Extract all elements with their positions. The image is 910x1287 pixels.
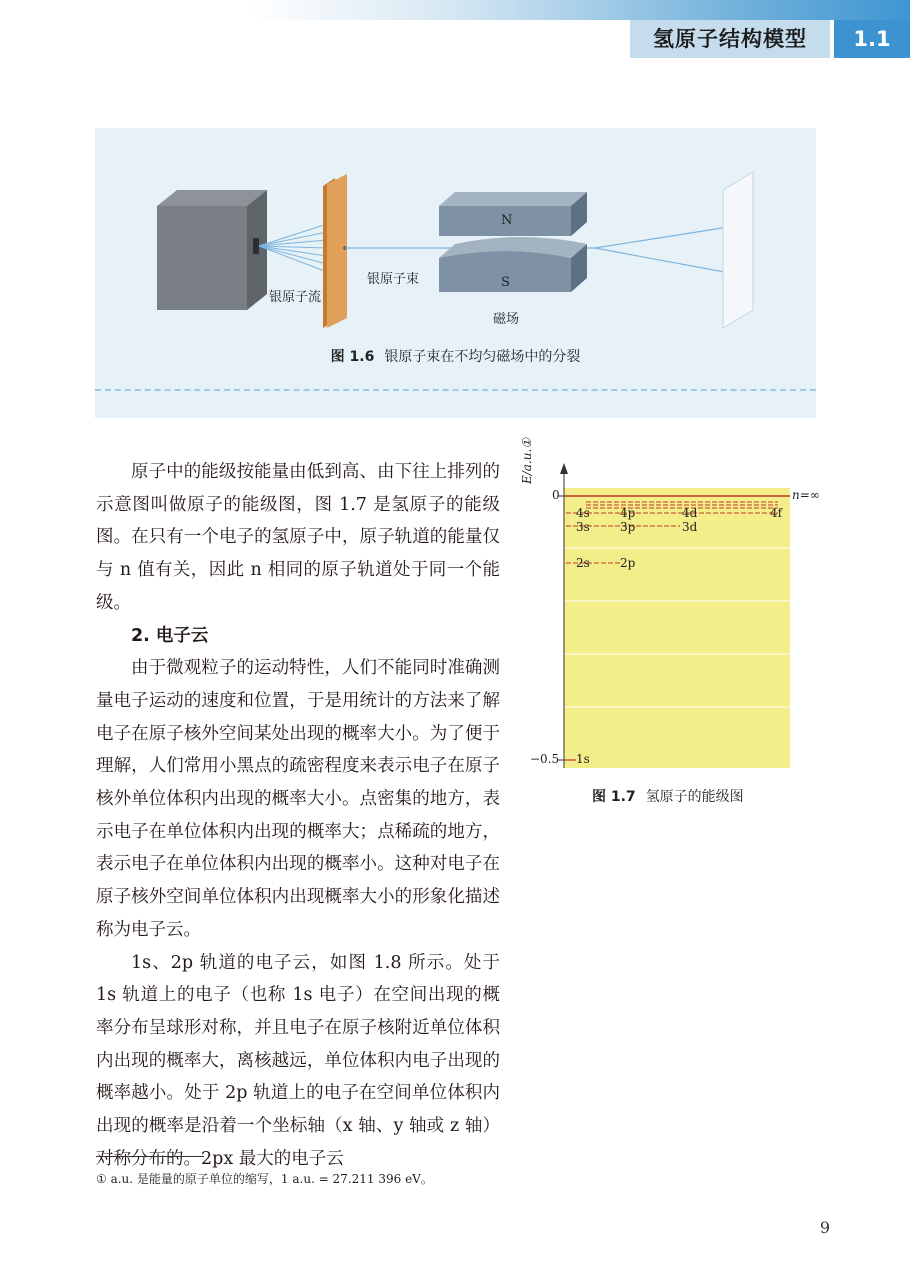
section-title: 氢原子结构模型 bbox=[630, 20, 830, 58]
label-silver-stream: 银原子流 bbox=[269, 290, 322, 305]
level-label-4p: 4p bbox=[620, 506, 636, 520]
level-label-3d: 3d bbox=[682, 520, 698, 534]
silver-stream-rays bbox=[259, 224, 327, 272]
section-number: 1.1 bbox=[834, 20, 910, 58]
paragraph-orbitals: 1s、2p 轨道的电子云，如图 1.8 所示。处于 1s 轨道上的电子（也称 1s 电子）在空间出现的概率分布呈球形对称，并且电子在原子核附近单位体积内出现的概率大，离核越远，单位体积内电子出现的概率越小。处于 2p 轨道上的电子在空间单位体积内出现的概率是沿着一个坐标轴（x 轴、y 轴或 z 轴）对称分布的。2px 最大的电子云 bbox=[96, 952, 500, 1169]
header-gradient-strip bbox=[250, 0, 910, 20]
level-label-4s: 4s bbox=[576, 506, 590, 520]
slit-plate bbox=[327, 174, 347, 328]
figure-caption-text: 银原子束在不均匀磁场中的分裂 bbox=[384, 349, 581, 365]
subheading-electron-cloud: 2. 电子云 bbox=[131, 625, 209, 646]
furnace-front bbox=[157, 206, 247, 310]
tick-label-minus-half: −0.5 bbox=[530, 752, 560, 766]
split-beam-lower bbox=[595, 248, 735, 274]
level-label-3s: 3s bbox=[576, 520, 590, 534]
energy-axis-label: E/a.u.① bbox=[520, 437, 534, 484]
label-south-pole: S bbox=[501, 275, 510, 290]
level-label-4d: 4d bbox=[682, 506, 698, 520]
figure-1-7-caption bbox=[592, 786, 744, 806]
split-beam-upper bbox=[595, 226, 735, 248]
footnote: ① a.u. 是能量的原子单位的缩写，1 a.u. = 27.211 396 eV。 bbox=[96, 1172, 433, 1186]
paragraph-electron-cloud: 由于微观粒子的运动特性，人们不能同时准确测量电子运动的速度和位置，于是用统计的方法来了解电子在原子核外空间某处出现的概率大小。为了便于理解，人们常用小黑点的疏密程度来表示电子在原子核外单位体积内出现的概率大小。点密集的地方，表示电子在单位体积内出现的概率大；点稀疏的地方，表示电子在单位体积内出现的概率小。这种对电子在原子核外空间单位体积内出现概率大小的形象化描述称为电子云。 bbox=[96, 658, 500, 940]
level-label-3p: 3p bbox=[620, 520, 636, 534]
figure-divider-dashed bbox=[95, 389, 816, 391]
magnet-n-top bbox=[439, 192, 587, 206]
figure-caption-text: 氢原子的能级图 bbox=[645, 789, 744, 805]
footnote-divider bbox=[96, 1156, 204, 1157]
label-silver-beam: 银原子束 bbox=[367, 272, 420, 287]
level-label-4f: 4f bbox=[770, 506, 783, 520]
body-text bbox=[96, 456, 500, 1175]
n-infinity-label: n=∞ bbox=[792, 488, 820, 502]
stern-gerlach-illustration bbox=[95, 128, 816, 418]
furnace-opening bbox=[253, 238, 259, 254]
tick-label-zero: 0 bbox=[552, 488, 560, 502]
level-label-1s: 1s bbox=[576, 752, 590, 766]
figure-number: 图 1.6 bbox=[330, 349, 375, 365]
detector-screen bbox=[723, 172, 753, 328]
label-north-pole: N bbox=[501, 213, 513, 228]
figure-1-6-caption bbox=[95, 346, 816, 366]
paragraph-energy-levels: 原子中的能级按能量由低到高、由下往上排列的示意图叫做原子的能级图，图 1.7 是氢原子的能级图。在只有一个电子的氢原子中，原子轨道的能量仅与 n 值有关，因此 n 相同的原子轨道处于同一个能级。 bbox=[96, 462, 500, 613]
page-number: 9 bbox=[819, 1218, 830, 1237]
figure-number: 图 1.7 bbox=[592, 789, 636, 805]
level-label-2s: 2s bbox=[576, 556, 590, 570]
level-label-2p: 2p bbox=[620, 556, 636, 570]
label-magnetic-field: 磁场 bbox=[493, 312, 520, 327]
figure-1-6 bbox=[95, 128, 816, 418]
figure-1-7-labels bbox=[520, 437, 910, 810]
